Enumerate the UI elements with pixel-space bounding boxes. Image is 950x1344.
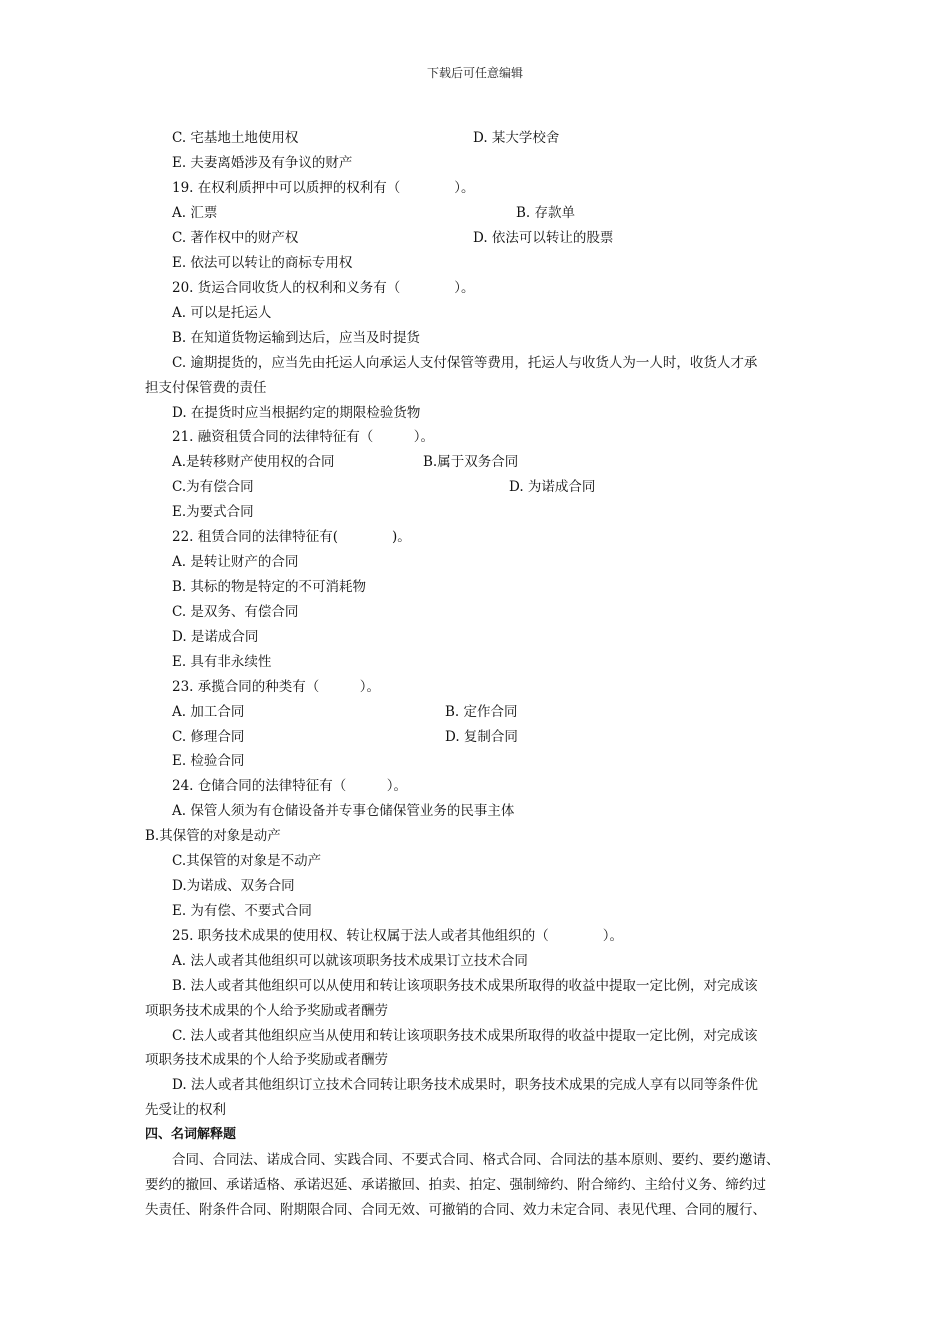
line-text: C. 是双务、有偿合同 — [172, 604, 299, 620]
text-line — [172, 927, 623, 945]
line-text: 22. 租赁合同的法律特征有( )。 — [172, 529, 411, 545]
text-line — [172, 678, 380, 696]
text-line — [172, 603, 298, 621]
line-text: 项职务技术成果的个人给予奖励或者酬劳 — [145, 1003, 388, 1019]
line-text: A. 保管人须为有仓储设备并专事仓储保管业务的民事主体 — [172, 803, 515, 819]
line-text: C.为有偿合同 — [172, 479, 254, 495]
line-text: D. 法人或者其他组织订立技术合同转让职务技术成果时，职务技术成果的完成人享有以同等条件优 — [172, 1077, 758, 1093]
text-line — [145, 1101, 226, 1119]
line-text: E. 具有非永续性 — [172, 654, 272, 670]
line-text: 失责任、附条件合同、附期限合同、合同无效、可撤销的合同、效力未定合同、表见代理、合同的履行、 — [145, 1202, 766, 1218]
line-text: 担支付保管费的责任 — [145, 380, 267, 396]
option-second-column: D. 为诺成合同 — [509, 479, 596, 495]
line-text: B. 其标的物是特定的不可消耗物 — [172, 579, 367, 595]
text-line — [172, 304, 271, 322]
text-line — [145, 1201, 766, 1219]
text-line — [172, 802, 514, 820]
line-text: A. 法人或者其他组织可以就该项职务技术成果订立技术合同 — [172, 953, 528, 969]
text-line — [172, 179, 475, 197]
line-text: C. 修理合同 — [172, 729, 245, 745]
line-text: A. 汇票 — [172, 205, 218, 221]
text-line — [172, 628, 258, 646]
text-line — [172, 777, 407, 795]
text-line — [172, 952, 528, 970]
text-line — [172, 453, 519, 471]
line-text: B. 法人或者其他组织可以从使用和转让该项职务技术成果所取得的收益中提取一定比例，对完成该 — [172, 978, 758, 994]
page-header: 下载后可任意编辑 — [426, 66, 523, 80]
text-line — [172, 877, 295, 895]
line-text: 19. 在权利质押中可以质押的权利有（ ）。 — [172, 180, 475, 196]
line-text: C. 宅基地土地使用权 — [172, 130, 299, 146]
line-text: B. 在知道货物运输到达后，应当及时提货 — [172, 330, 421, 346]
text-line — [172, 752, 244, 770]
line-text: D. 在提货时应当根据约定的期限检验货物 — [172, 405, 421, 421]
option-second-column: B. 定作合同 — [445, 704, 518, 720]
option-second-column: B. 存款单 — [516, 205, 576, 221]
line-text: C.其保管的对象是不动产 — [172, 853, 322, 869]
line-text: 24. 仓储合同的法律特征有（ ）。 — [172, 778, 408, 794]
text-line — [145, 379, 267, 397]
line-text: E. 依法可以转让的商标专用权 — [172, 255, 353, 271]
line-text: 项职务技术成果的个人给予奖励或者酬劳 — [145, 1052, 388, 1068]
line-text: 合同、合同法、诺成合同、实践合同、不要式合同、格式合同、合同法的基本原则、要约、要约邀请、 — [172, 1152, 780, 1168]
text-line — [172, 1027, 757, 1045]
text-line — [172, 428, 434, 446]
text-line — [172, 478, 596, 496]
text-line — [145, 827, 281, 845]
text-line — [172, 354, 757, 372]
text-line — [172, 902, 312, 920]
text-line — [172, 154, 352, 172]
option-second-column: D. 依法可以转让的股票 — [473, 230, 614, 246]
line-text: E. 为有偿、不要式合同 — [172, 903, 312, 919]
line-text: 先受让的权利 — [145, 1102, 226, 1118]
line-text: D. 是诺成合同 — [172, 629, 259, 645]
line-text: A. 是转让财产的合同 — [172, 554, 299, 570]
text-line — [172, 279, 475, 297]
option-second-column: B.属于双务合同 — [423, 454, 519, 470]
text-line — [172, 229, 614, 247]
line-text: A. 可以是托运人 — [172, 305, 272, 321]
line-text: B.其保管的对象是动产 — [145, 828, 281, 844]
line-text: E.为要式合同 — [172, 504, 254, 520]
text-line — [172, 329, 420, 347]
text-line — [172, 852, 321, 870]
line-text: E. 检验合同 — [172, 753, 245, 769]
line-text: C. 逾期提货的，应当先由托运人向承运人支付保管等费用，托运人与收货人为一人时，收货人才承 — [172, 355, 758, 371]
text-line — [172, 553, 298, 571]
text-line — [172, 1151, 780, 1169]
text-line — [172, 977, 758, 995]
text-line — [172, 204, 576, 222]
line-text: A. 加工合同 — [172, 704, 245, 720]
text-line — [172, 254, 352, 272]
line-text: 23. 承揽合同的种类有（ ）。 — [172, 679, 381, 695]
text-line — [172, 129, 560, 147]
line-text: 25. 职务技术成果的使用权、转让权属于法人或者其他组织的（ ）。 — [172, 928, 624, 944]
text-line — [172, 578, 366, 596]
line-text: 要约的撤回、承诺适格、承诺迟延、承诺撤回、拍卖、拍定、强制缔约、附合缔约、主给付义务、缔约过 — [145, 1177, 766, 1193]
option-second-column: D. 某大学校舍 — [473, 130, 560, 146]
text-line — [172, 728, 518, 746]
text-line — [172, 528, 411, 546]
option-second-column: D. 复制合同 — [445, 729, 518, 745]
section-heading — [145, 1126, 236, 1144]
text-line — [172, 653, 271, 671]
text-line — [172, 404, 420, 422]
line-text: D.为诺成、双务合同 — [172, 878, 295, 894]
text-line — [145, 1002, 388, 1020]
text-line — [172, 1076, 758, 1094]
line-text: C. 著作权中的财产权 — [172, 230, 299, 246]
line-text: A.是转移财产使用权的合同 — [172, 454, 335, 470]
text-line — [145, 1176, 766, 1194]
line-text: 20. 货运合同收货人的权利和义务有（ ）。 — [172, 280, 475, 296]
text-line — [172, 703, 518, 721]
text-line — [172, 503, 254, 521]
line-text: C. 法人或者其他组织应当从使用和转让该项职务技术成果所取得的收益中提取一定比例，对完成该 — [172, 1028, 758, 1044]
line-text: 21. 融资租赁合同的法律特征有（ ）。 — [172, 429, 435, 445]
line-text: 四、名词解释题 — [145, 1127, 237, 1142]
text-line — [145, 1051, 388, 1069]
line-text: E. 夫妻离婚涉及有争议的财产 — [172, 155, 353, 171]
